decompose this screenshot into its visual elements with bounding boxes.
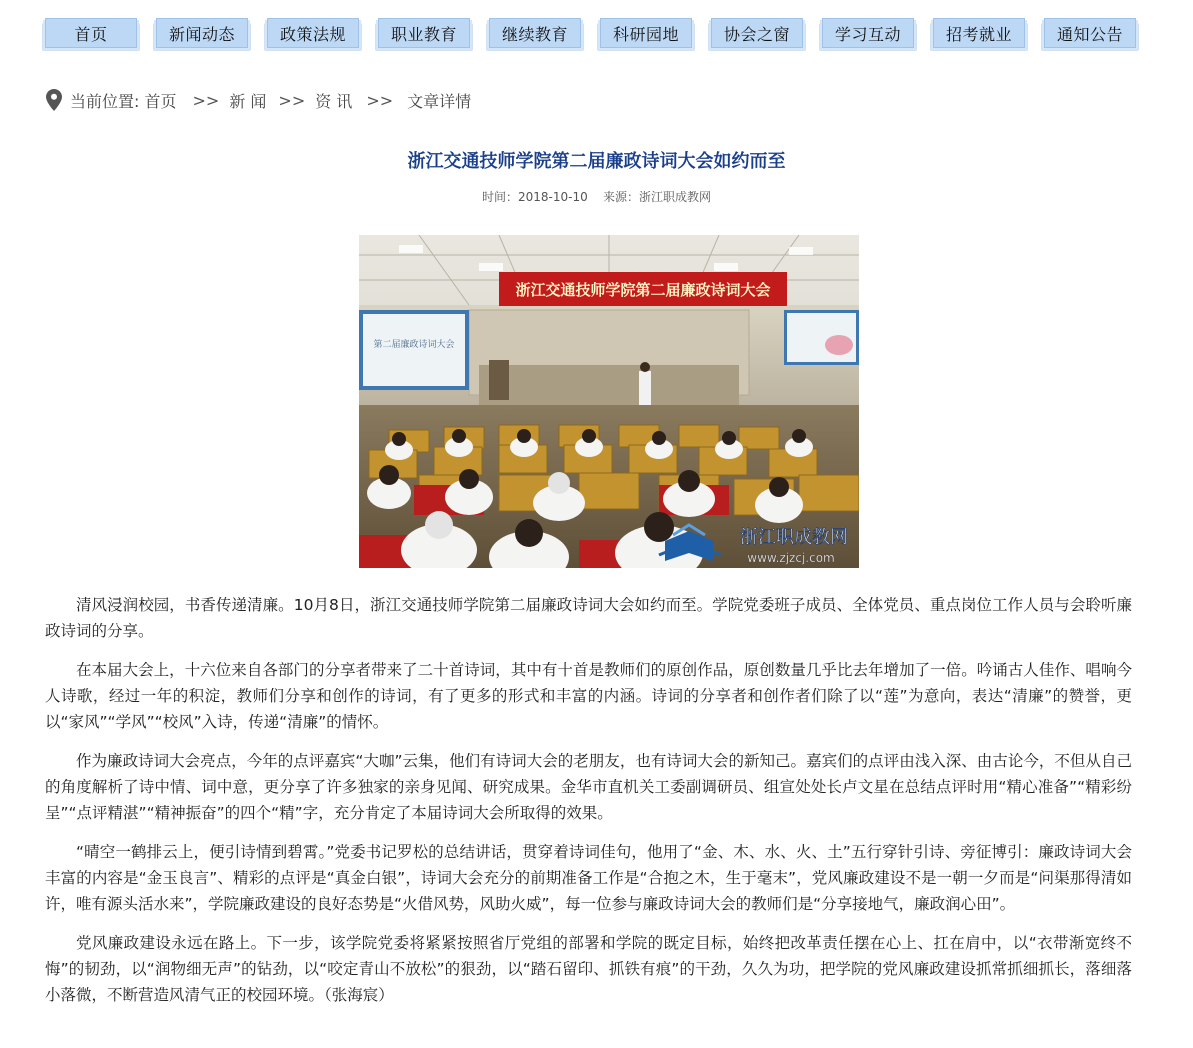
breadcrumb-home[interactable]: 首页	[144, 91, 177, 111]
article-source: 浙江职成教网	[639, 190, 712, 204]
breadcrumb-news[interactable]: 新 闻	[229, 91, 267, 111]
breadcrumb-current: 文章详情	[407, 91, 472, 111]
nav-item-employment[interactable]: 招考就业	[933, 18, 1025, 48]
time-label: 时间：	[481, 190, 518, 204]
breadcrumb-prefix: 当前位置:	[70, 91, 145, 111]
article-body	[45, 592, 1132, 1021]
nav-item-notices[interactable]: 通知公告	[1044, 18, 1136, 48]
publish-date: 2018-10-10	[517, 190, 588, 204]
nav-item-association[interactable]: 协会之窗	[711, 18, 803, 48]
nav-item-continuing[interactable]: 继续教育	[489, 18, 581, 48]
breadcrumb-separator: >>	[192, 90, 220, 110]
conference-hall-image	[359, 235, 859, 568]
top-navigation	[0, 0, 1193, 60]
nav-item-research[interactable]: 科研园地	[600, 18, 692, 48]
source-label: 来源：	[603, 190, 640, 204]
nav-item-learning[interactable]: 学习互动	[822, 18, 914, 48]
article-paragraph: 党风廉政建设永远在路上。下一步，该学院党委将紧紧按照省厅党组的部署和学院的既定目标，始终把改革责任摆在心上、扛在肩中，以“衣带渐宽终不悔”的韧劲，以“润物细无声”的钻劲，以“咬定青山不放松”的狠劲，以“踏石留印、抓铁有痕”的干劲，久久为功，把学院的党风廉政建设抓常抓细抓长，落细落小落微，不断营造风清气正的校园环境。（张海宸）	[45, 934, 1132, 1004]
breadcrumb-separator: >>	[366, 90, 394, 110]
article-paragraph: “晴空一鹤排云上，便引诗情到碧霄。”党委书记罗松的总结讲话，贯穿着诗词佳句，他用了“金、木、水、火、土”五行穿针引诗、旁征博引：廉政诗词大会丰富的内容是“金玉良言”、精彩的点评是“真金白银”，诗词大会充分的前期准备工作是“合抱之木，生于毫末”，党风廉政建设不是一朝一夕而是“问渠那得清如许，唯有源头活水来”，学院廉政建设的良好态势是“火借风势，风助火威”，每一位参与廉政诗词大会的教师们是“分享接地气，廉政润心田”。	[45, 843, 1132, 913]
article-title: 浙江交通技师学院第二届廉政诗词大会如约而至	[407, 151, 786, 172]
breadcrumb	[46, 88, 471, 112]
nav-item-policy[interactable]: 政策法规	[267, 18, 359, 48]
left-screen-text: 第二届廉政诗词大会	[373, 340, 455, 350]
nav-item-vocational[interactable]: 职业教育	[378, 18, 470, 48]
watermark-site-url: www.zjzcj.com	[747, 551, 835, 565]
photo-banner-text: 浙江交通技师学院第二届廉政诗词大会	[515, 281, 771, 299]
nav-item-news[interactable]: 新闻动态	[156, 18, 248, 48]
breadcrumb-separator: >>	[278, 90, 306, 110]
article-paragraph: 清风浸润校园，书香传递清廉。10月8日，浙江交通技师学院第二届廉政诗词大会如约而至。学院党委班子成员、全体党员、重点岗位工作人员与会聆听廉政诗词的分享。	[45, 596, 1132, 640]
article-photo	[359, 235, 859, 568]
watermark-site-name: 浙江职成教网	[740, 527, 848, 548]
article-paragraph: 作为廉政诗词大会亮点，今年的点评嘉宾“大咖”云集，他们有诗词大会的老朋友，也有诗词大会的新知己。嘉宾们的点评由浅入深、由古论今，不但从自己的角度解析了诗中情、词中意，更分享了许多独家的亲身见闻、研究成果。金华市直机关工委副调研员、组宣处处长卢文星在总结点评时用“精心准备”“精彩纷呈”“点评精湛”“精神振奋”的四个“精”字，充分肯定了本届诗词大会所取得的效果。	[45, 752, 1132, 822]
location-pin-icon	[46, 89, 62, 111]
breadcrumb-info[interactable]: 资 讯	[315, 91, 353, 111]
nav-item-home[interactable]: 首页	[45, 18, 137, 48]
article-paragraph: 在本届大会上，十六位来自各部门的分享者带来了二十首诗词，其中有十首是教师们的原创作品，原创数量几乎比去年增加了一倍。吟诵古人佳作、唱响今人诗歌，经过一年的积淀，教师们分享和创作的诗词，有了更多的形式和丰富的内涵。诗词的分享者和创作者们除了以“莲”为意向，表达“清廉”的赞誉，更以“家风”“学风”“校风”入诗，传递“清廉”的情怀。	[45, 661, 1132, 731]
article-meta	[0, 188, 1193, 205]
